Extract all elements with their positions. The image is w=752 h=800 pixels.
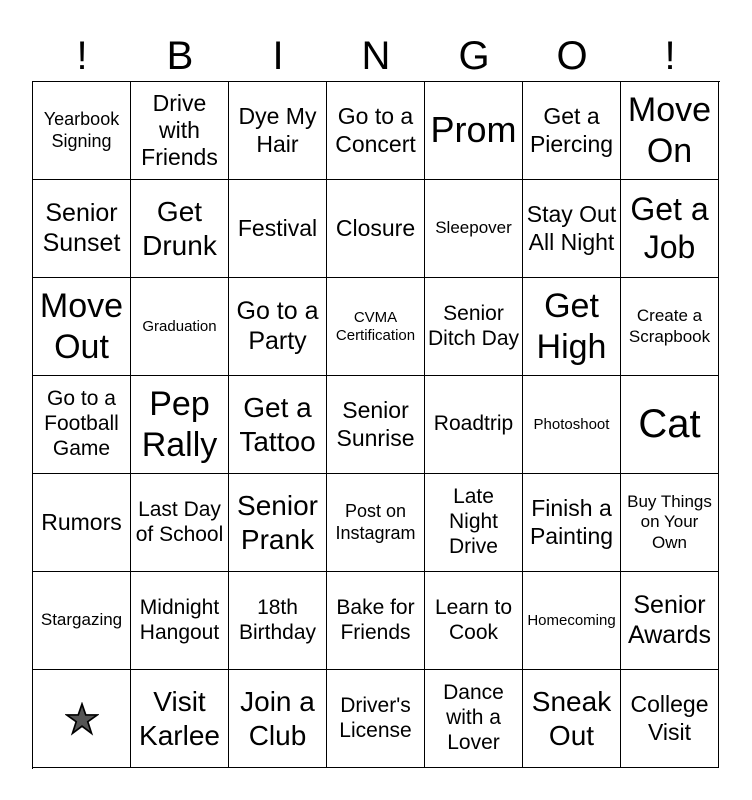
cell-text: CVMA Certification <box>335 308 416 344</box>
cell-text: Buy Things on Your Own <box>627 492 712 552</box>
cell-text: Finish a Painting <box>529 495 614 549</box>
bingo-cell[interactable] <box>33 180 131 278</box>
bingo-cell[interactable] <box>33 278 131 376</box>
bingo-cell[interactable] <box>131 82 229 180</box>
bingo-cell[interactable] <box>523 670 621 768</box>
bingo-cell[interactable] <box>229 670 327 768</box>
header-letter: B <box>166 34 194 78</box>
header-letter: ! <box>76 34 88 78</box>
bingo-cell[interactable] <box>131 376 229 474</box>
bingo-cell[interactable] <box>327 572 425 670</box>
cell-text: Get a Piercing <box>529 103 614 157</box>
cell-text: Join a Club <box>240 686 315 751</box>
bingo-cell[interactable] <box>229 474 327 572</box>
free-space-cell[interactable] <box>33 670 131 768</box>
header-letter: N <box>361 34 391 78</box>
bingo-cell[interactable] <box>327 670 425 768</box>
bingo-cell[interactable] <box>523 180 621 278</box>
bingo-cell[interactable] <box>33 572 131 670</box>
header-letter: I <box>272 34 284 78</box>
cell-text: Bake for Friends <box>336 595 415 644</box>
bingo-cell[interactable] <box>327 278 425 376</box>
bingo-cell[interactable] <box>327 376 425 474</box>
header-letter: G <box>458 34 490 78</box>
cell-text: Senior Sunset <box>42 199 121 257</box>
bingo-cell[interactable] <box>621 670 719 768</box>
cell-text: Go to a Football Game <box>44 387 119 460</box>
cell-text: Stargazing <box>40 610 123 630</box>
cell-text: Last Day of School <box>135 497 224 546</box>
cell-text: Create a Scrapbook <box>628 306 711 346</box>
cell-text: Closure <box>335 214 416 241</box>
cell-text: Visit Karlee <box>139 686 220 751</box>
cell-text: Midnight Hangout <box>139 595 220 644</box>
bingo-cell[interactable] <box>131 278 229 376</box>
bingo-cell[interactable] <box>425 572 523 670</box>
bingo-cell[interactable] <box>621 474 719 572</box>
cell-text: Photoshoot <box>533 415 610 433</box>
cell-text: Late Night Drive <box>448 485 499 558</box>
bingo-cell[interactable] <box>131 474 229 572</box>
bingo-cell[interactable] <box>131 572 229 670</box>
cell-text: Graduation <box>142 317 217 335</box>
cell-text: Get a Tattoo <box>239 392 316 457</box>
bingo-cell[interactable] <box>425 82 523 180</box>
bingo-cell[interactable] <box>621 376 719 474</box>
bingo-cell[interactable] <box>621 572 719 670</box>
cell-text: Rumors <box>41 508 122 535</box>
bingo-cell[interactable] <box>425 670 523 768</box>
cell-text: Senior Awards <box>628 591 711 649</box>
cell-text: Move Out <box>39 287 124 366</box>
cell-text: Learn to Cook <box>434 595 513 644</box>
cell-text: Sleepover <box>435 218 512 238</box>
bingo-cell[interactable] <box>33 376 131 474</box>
star-icon <box>65 702 99 736</box>
bingo-cell[interactable] <box>523 376 621 474</box>
cell-text: Go to a Concert <box>335 103 416 157</box>
bingo-cell[interactable] <box>327 82 425 180</box>
cell-text: 18th Birthday <box>238 595 317 644</box>
bingo-cell[interactable] <box>33 82 131 180</box>
cell-text: Get Drunk <box>142 196 217 261</box>
bingo-grid <box>32 81 720 769</box>
cell-text: Driver's License <box>339 693 412 742</box>
bingo-cell[interactable] <box>327 180 425 278</box>
cell-text: Go to a Party <box>236 297 319 355</box>
bingo-cell[interactable] <box>621 82 719 180</box>
bingo-cell[interactable] <box>229 376 327 474</box>
cell-text: Prom <box>430 109 517 151</box>
bingo-cell[interactable] <box>327 474 425 572</box>
cell-text: Roadtrip <box>433 412 514 436</box>
bingo-cell[interactable] <box>229 82 327 180</box>
cell-text: Senior Ditch Day <box>427 301 520 350</box>
bingo-cell[interactable] <box>621 180 719 278</box>
cell-text: Stay Out All Night <box>526 201 617 255</box>
cell-text: Cat <box>638 401 701 446</box>
bingo-cell[interactable] <box>229 278 327 376</box>
bingo-cell[interactable] <box>621 278 719 376</box>
cell-text: Dance with a Lover <box>443 681 504 754</box>
cell-text: Get High <box>536 287 607 366</box>
cell-text: Get a Job <box>630 190 709 265</box>
cell-text: Drive with Friends <box>141 89 218 171</box>
cell-text: Dye My Hair <box>238 103 317 157</box>
cell-text: College Visit <box>630 691 709 745</box>
cell-text: Festival <box>237 214 318 241</box>
bingo-cell[interactable] <box>523 82 621 180</box>
bingo-cell[interactable] <box>523 278 621 376</box>
header-letter: ! <box>664 34 676 78</box>
cell-text: Move On <box>627 91 712 170</box>
cell-text: Yearbook Signing <box>43 109 120 151</box>
cell-text: Senior Prank <box>237 490 318 555</box>
cell-text: Sneak Out <box>531 686 612 751</box>
bingo-cell[interactable] <box>425 376 523 474</box>
bingo-cell[interactable] <box>131 180 229 278</box>
cell-text: Post on Instagram <box>335 501 416 543</box>
bingo-cell[interactable] <box>425 180 523 278</box>
bingo-cell[interactable] <box>425 474 523 572</box>
cell-text: Pep Rally <box>141 385 218 464</box>
bingo-cell[interactable] <box>523 572 621 670</box>
bingo-cell[interactable] <box>131 670 229 768</box>
cell-text: Homecoming <box>527 611 616 629</box>
bingo-cell[interactable] <box>523 474 621 572</box>
header-letter: O <box>556 34 588 78</box>
bingo-cell[interactable] <box>229 180 327 278</box>
bingo-header <box>33 28 719 84</box>
bingo-cell[interactable] <box>229 572 327 670</box>
bingo-cell[interactable] <box>33 474 131 572</box>
bingo-cell[interactable] <box>425 278 523 376</box>
cell-text: Senior Sunrise <box>336 397 415 451</box>
